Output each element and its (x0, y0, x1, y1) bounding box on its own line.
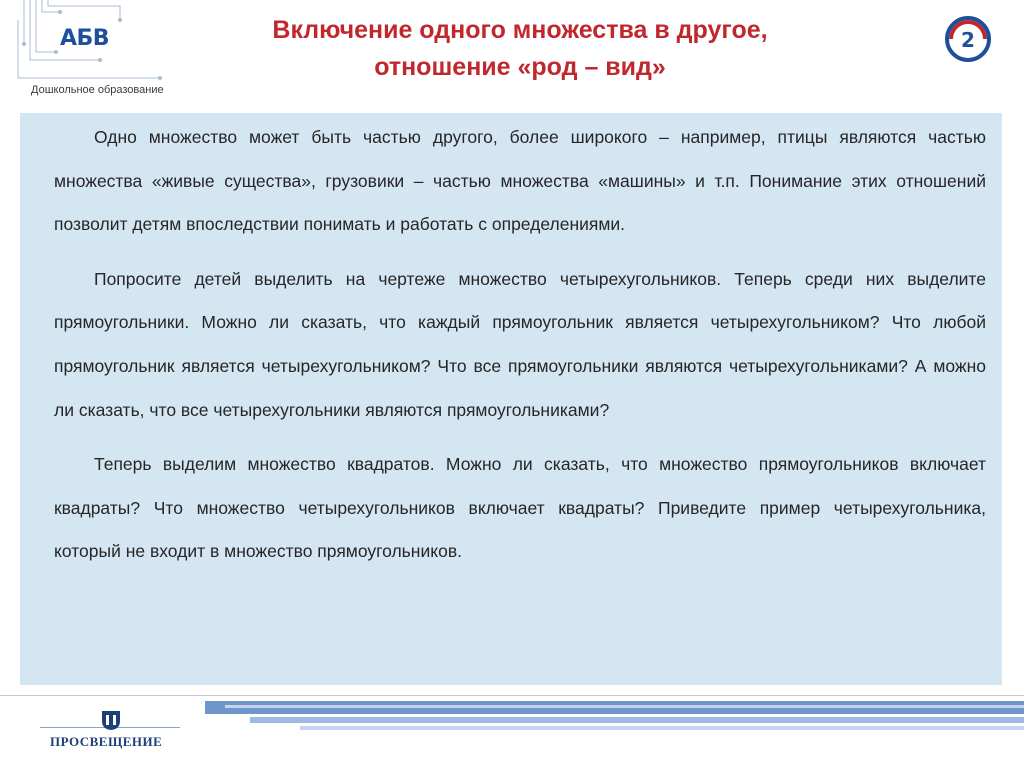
svg-text:2: 2 (961, 28, 975, 52)
title-line-2: отношение «род – вид» (374, 53, 666, 81)
title-line-1: Включение одного множества в другое, (272, 16, 768, 44)
brand-subtitle: Дошкольное образование (31, 84, 164, 96)
content-panel (20, 113, 1002, 685)
brand-logo: АБВ (60, 26, 110, 51)
slide-header (0, 0, 1024, 110)
publisher-name: ПРОСВЕЩЕНИЕ (50, 734, 163, 749)
footer-stripes (0, 695, 1024, 767)
program-emblem-icon (943, 14, 993, 64)
paragraph-1: Одно множество может быть частью другого, более широкого – например, птицы являются частью множества «живые существа», грузовики – частью множества «машины» и т.п. Понимание этих отношений позволит детям впоследствии понимать и работать с определениями. (54, 127, 986, 235)
publisher-logo-icon (100, 709, 122, 731)
paragraph-2: Попросите детей выделить на чертеже множество четырехугольников. Теперь среди них выделите прямоугольники. Можно ли сказать, что каждый прямоугольник является четырехугольником? Что любой прямоугольник является четырехугольником? Что все прямоугольники являются четырехугольниками? А можно ли сказать, что все четырехугольники являются прямоугольниками? (54, 268, 986, 420)
paragraph-3: Теперь выделим множество квадратов. Можно ли сказать, что множество прямоугольников включает квадраты? Что множество четырехугольников включает квадраты? Приведите пример четырехугольника, который не входит в множество прямоугольников. (54, 454, 986, 562)
slide-title (200, 12, 840, 86)
